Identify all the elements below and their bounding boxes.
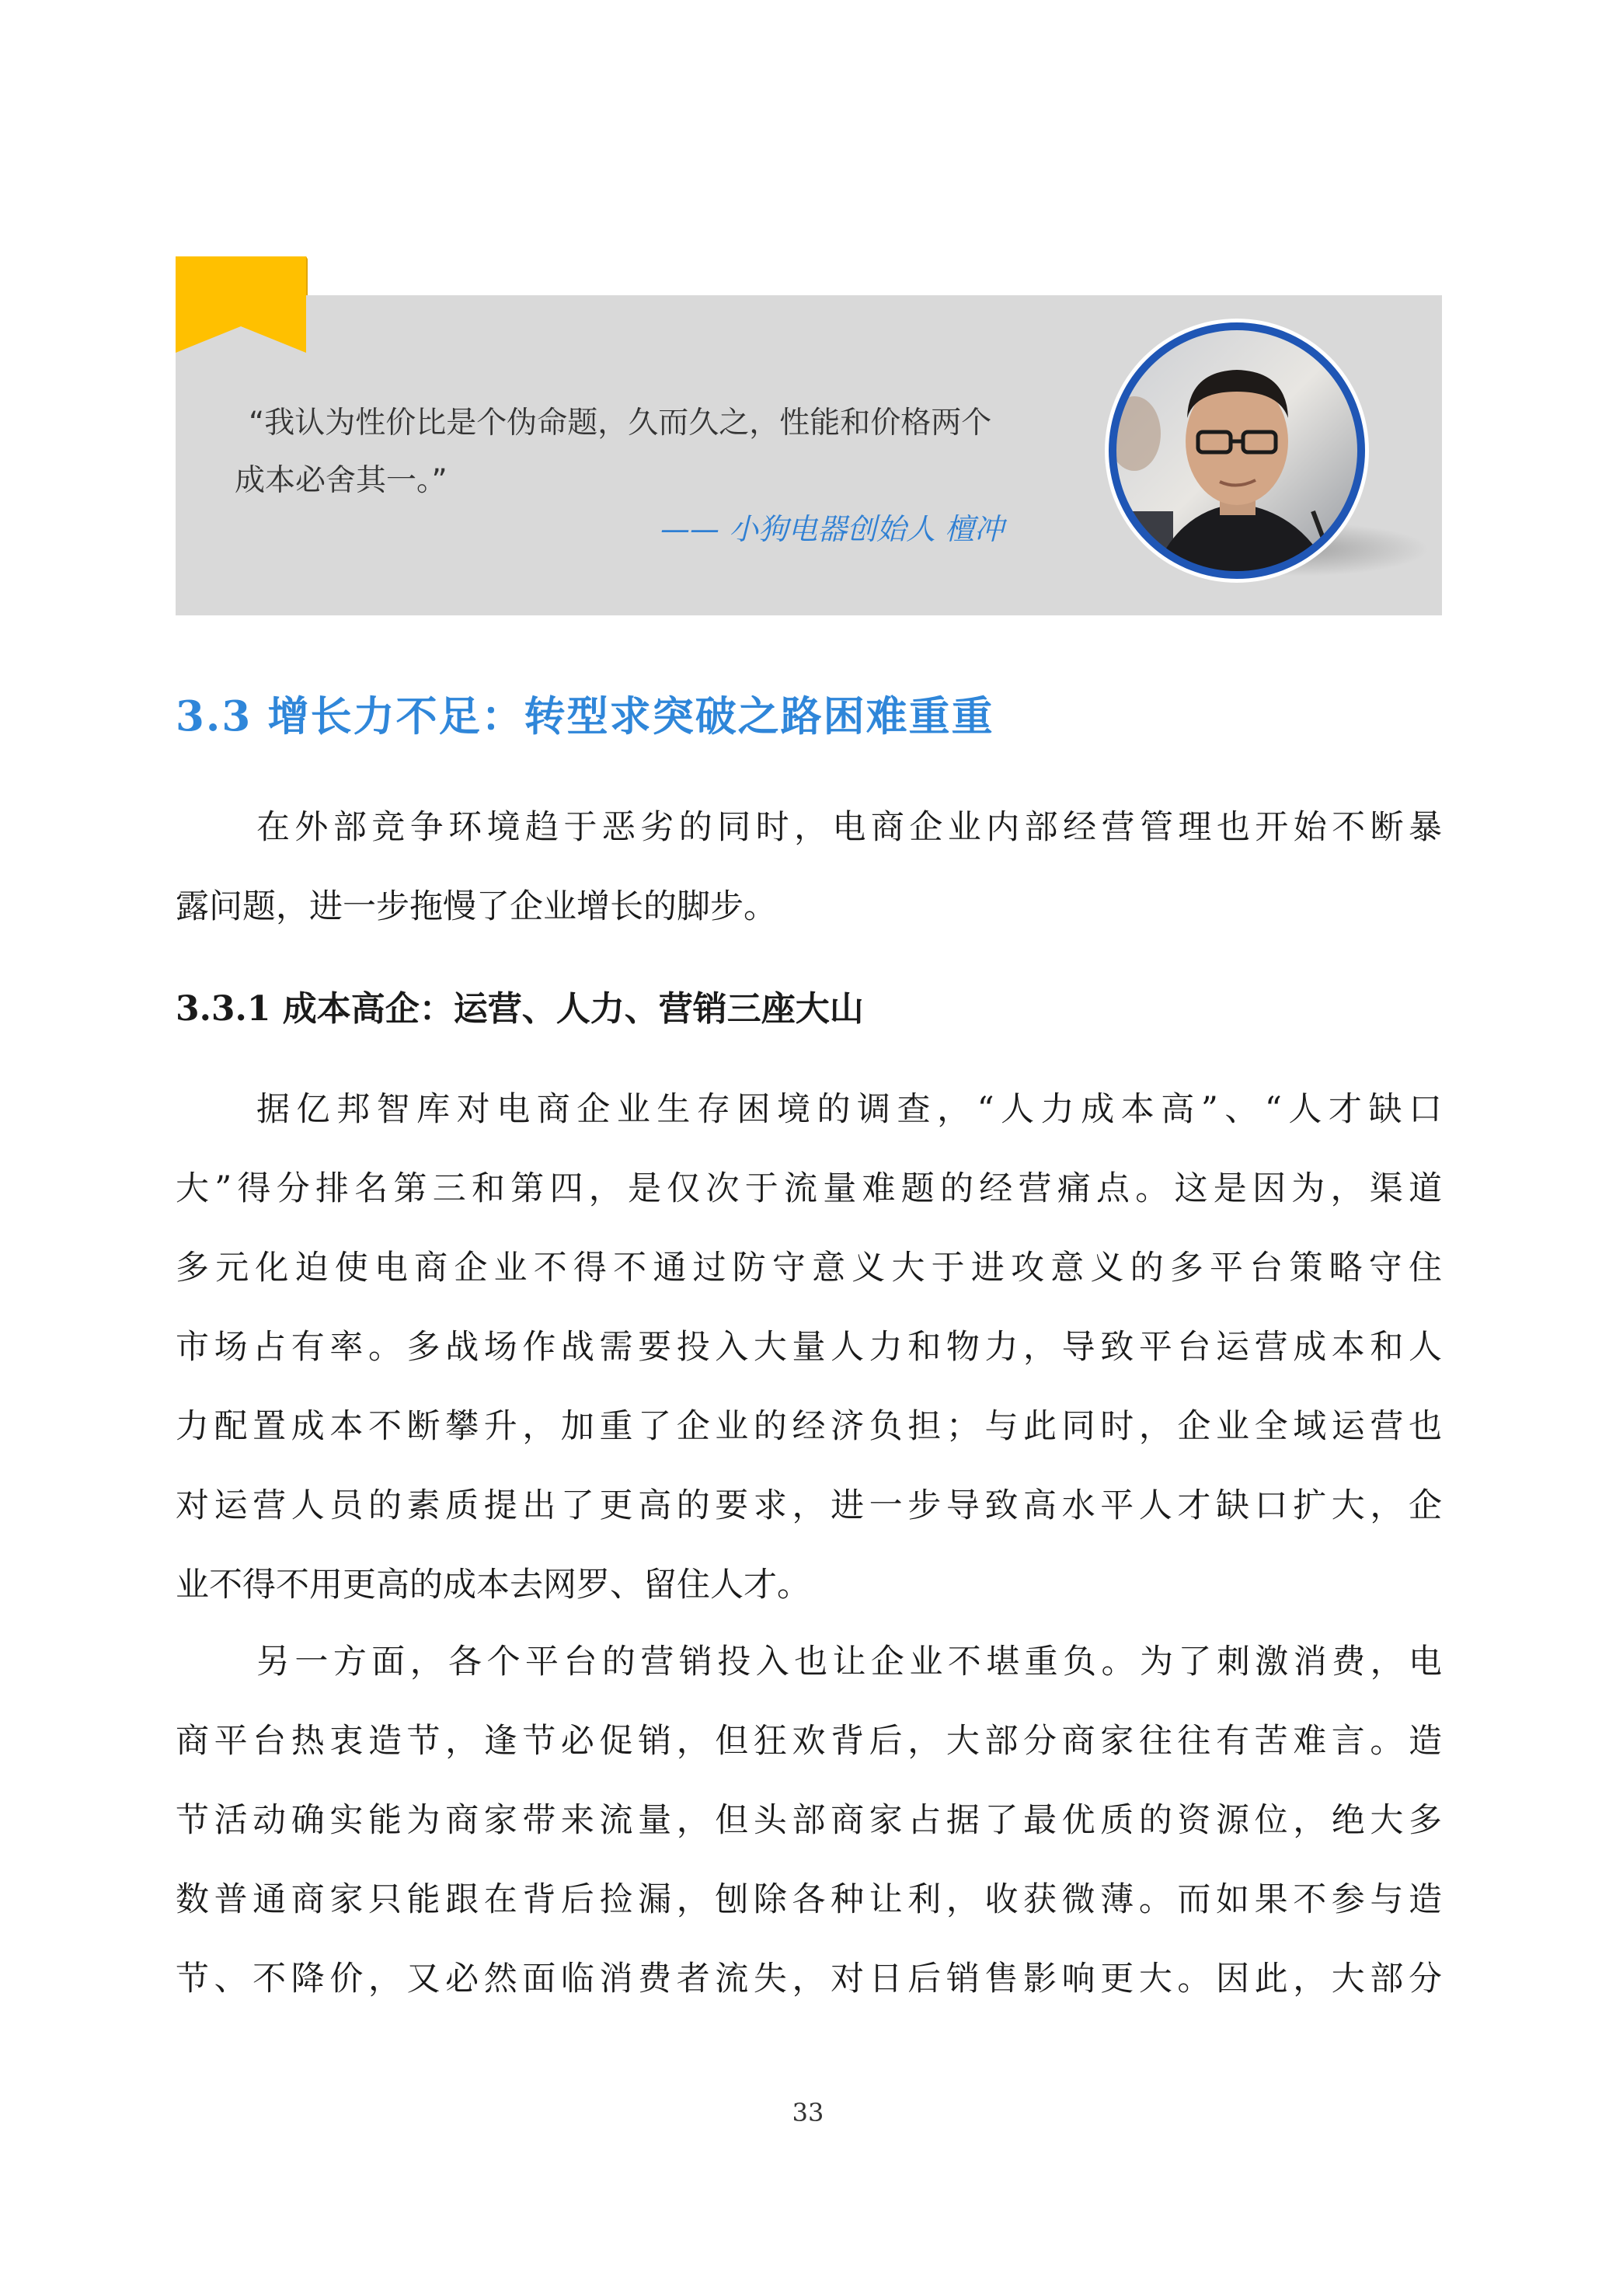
text-line: 市场占有率。多战场作战需要投入大量人力和物力，导致平台运营成本和人 <box>176 1328 1442 1367</box>
page-number: 33 <box>792 2098 824 2127</box>
text-line: 露问题，进一步拖慢了企业增长的脚步。 <box>176 887 777 926</box>
speaker-portrait <box>1103 317 1370 584</box>
text-line: 力配置成本不断攀升，加重了企业的经济负担；与此同时，企业全域运营也 <box>176 1407 1442 1446</box>
paragraph-2 <box>176 1622 1442 2019</box>
quote-line: “我认为性价比是个伪命题，久而久之，性能和价格两个 <box>249 406 992 441</box>
text-line: 据亿邦智库对电商企业生存困境的调查，“人力成本高”、“人才缺口 <box>256 1090 1442 1129</box>
quote-text <box>235 395 1058 510</box>
text-line: 商平台热衷造节，逢节必促销，但狂欢背后，大部分商家往往有苦难言。造 <box>176 1722 1442 1761</box>
intro-paragraph <box>176 788 1442 946</box>
quote-author: —— 小狗电器创始人 檀冲 <box>660 512 1005 546</box>
section-heading: 3.3 增长力不足：转型求突破之路困难重重 <box>176 692 994 740</box>
text-line: 节活动确实能为商家带来流量，但头部商家占据了最优质的资源位，绝大多 <box>176 1801 1442 1840</box>
text-line: 节、不降价，又必然面临消费者流失，对日后销售影响更大。因此，大部分 <box>176 1960 1442 1998</box>
paragraph-1 <box>176 1070 1442 1625</box>
text-line: 大”得分排名第三和第四，是仅次于流量难题的经营痛点。这是因为，渠道 <box>176 1169 1442 1208</box>
text-line: 在外部竞争环境趋于恶劣的同时，电商企业内部经营管理也开始不断暴 <box>256 808 1442 847</box>
text-line: 数普通商家只能跟在背后捡漏，刨除各种让利，收获微薄。而如果不参与造 <box>176 1880 1442 1919</box>
quote-line: 成本必舍其一。” <box>235 463 448 498</box>
text-line: 业不得不用更高的成本去网罗、留住人才。 <box>176 1566 810 1604</box>
text-line: 另一方面，各个平台的营销投入也让企业不堪重负。为了刺激消费，电 <box>256 1643 1442 1681</box>
bookmark-ribbon-icon <box>176 256 308 353</box>
text-line: 多元化迫使电商企业不得不通过防守意义大于进攻意义的多平台策略守住 <box>176 1249 1442 1287</box>
text-line: 对运营人员的素质提出了更高的要求，进一步导致高水平人才缺口扩大，企 <box>176 1486 1442 1525</box>
subsection-heading: 3.3.1 成本高企：运营、人力、营销三座大山 <box>176 989 864 1029</box>
